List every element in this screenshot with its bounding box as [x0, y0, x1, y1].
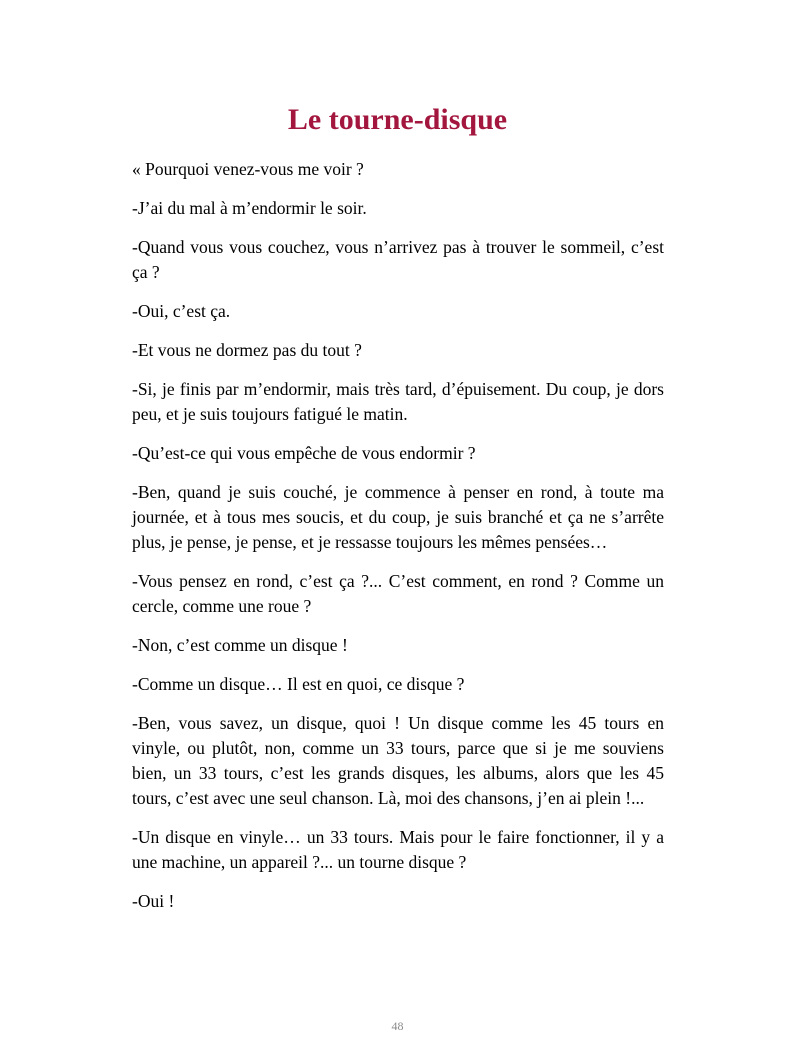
page-number: 48	[391, 1019, 404, 1033]
paragraph: -Si, je finis par m’endormir, mais très tard, d’épuisement. Du coup, je dors peu, et je suis toujours fatigué le matin.	[132, 379, 664, 424]
paragraph: -Qu’est-ce qui vous empêche de vous endormir ?	[132, 443, 476, 463]
paragraph: -Ben, vous savez, un disque, quoi ! Un disque comme les 45 tours en vinyle, ou plutôt, non, comme un 33 tours, parce que si je me souviens bien, un 33 tours, c’est les grands disques, les albums, alors que les 45 tours, c’est avec une seul chanson. Là, moi des chansons, j’en ai plein !...	[132, 713, 664, 808]
paragraph: -Un disque en vinyle… un 33 tours. Mais pour le faire fonctionner, il y a une machine, un appareil ?... un tourne disque ?	[132, 827, 664, 872]
paragraph: -Comme un disque… Il est en quoi, ce disque ?	[132, 674, 465, 694]
paragraph: -Oui !	[132, 891, 175, 911]
dialogue-body	[132, 157, 664, 928]
paragraph: -Et vous ne dormez pas du tout ?	[132, 340, 362, 360]
paragraph: -J’ai du mal à m’endormir le soir.	[132, 198, 367, 218]
paragraph: -Oui, c’est ça.	[132, 301, 231, 321]
paragraph: -Quand vous vous couchez, vous n’arrivez pas à trouver le sommeil, c’est ça ?	[132, 237, 664, 282]
paragraph: -Ben, quand je suis couché, je commence à penser en rond, à toute ma journée, et à tous mes soucis, et du coup, je suis branché et ça ne s’arrête plus, je pense, je pense, et je ressasse toujours les mêmes pensées…	[132, 482, 664, 552]
page-title: Le tourne-disque	[287, 103, 508, 136]
paragraph: -Vous pensez en rond, c’est ça ?... C’est comment, en rond ? Comme un cercle, comme une roue ?	[132, 571, 664, 616]
paragraph: « Pourquoi venez-vous me voir ?	[132, 159, 364, 179]
paragraph: -Non, c’est comme un disque !	[132, 635, 348, 655]
